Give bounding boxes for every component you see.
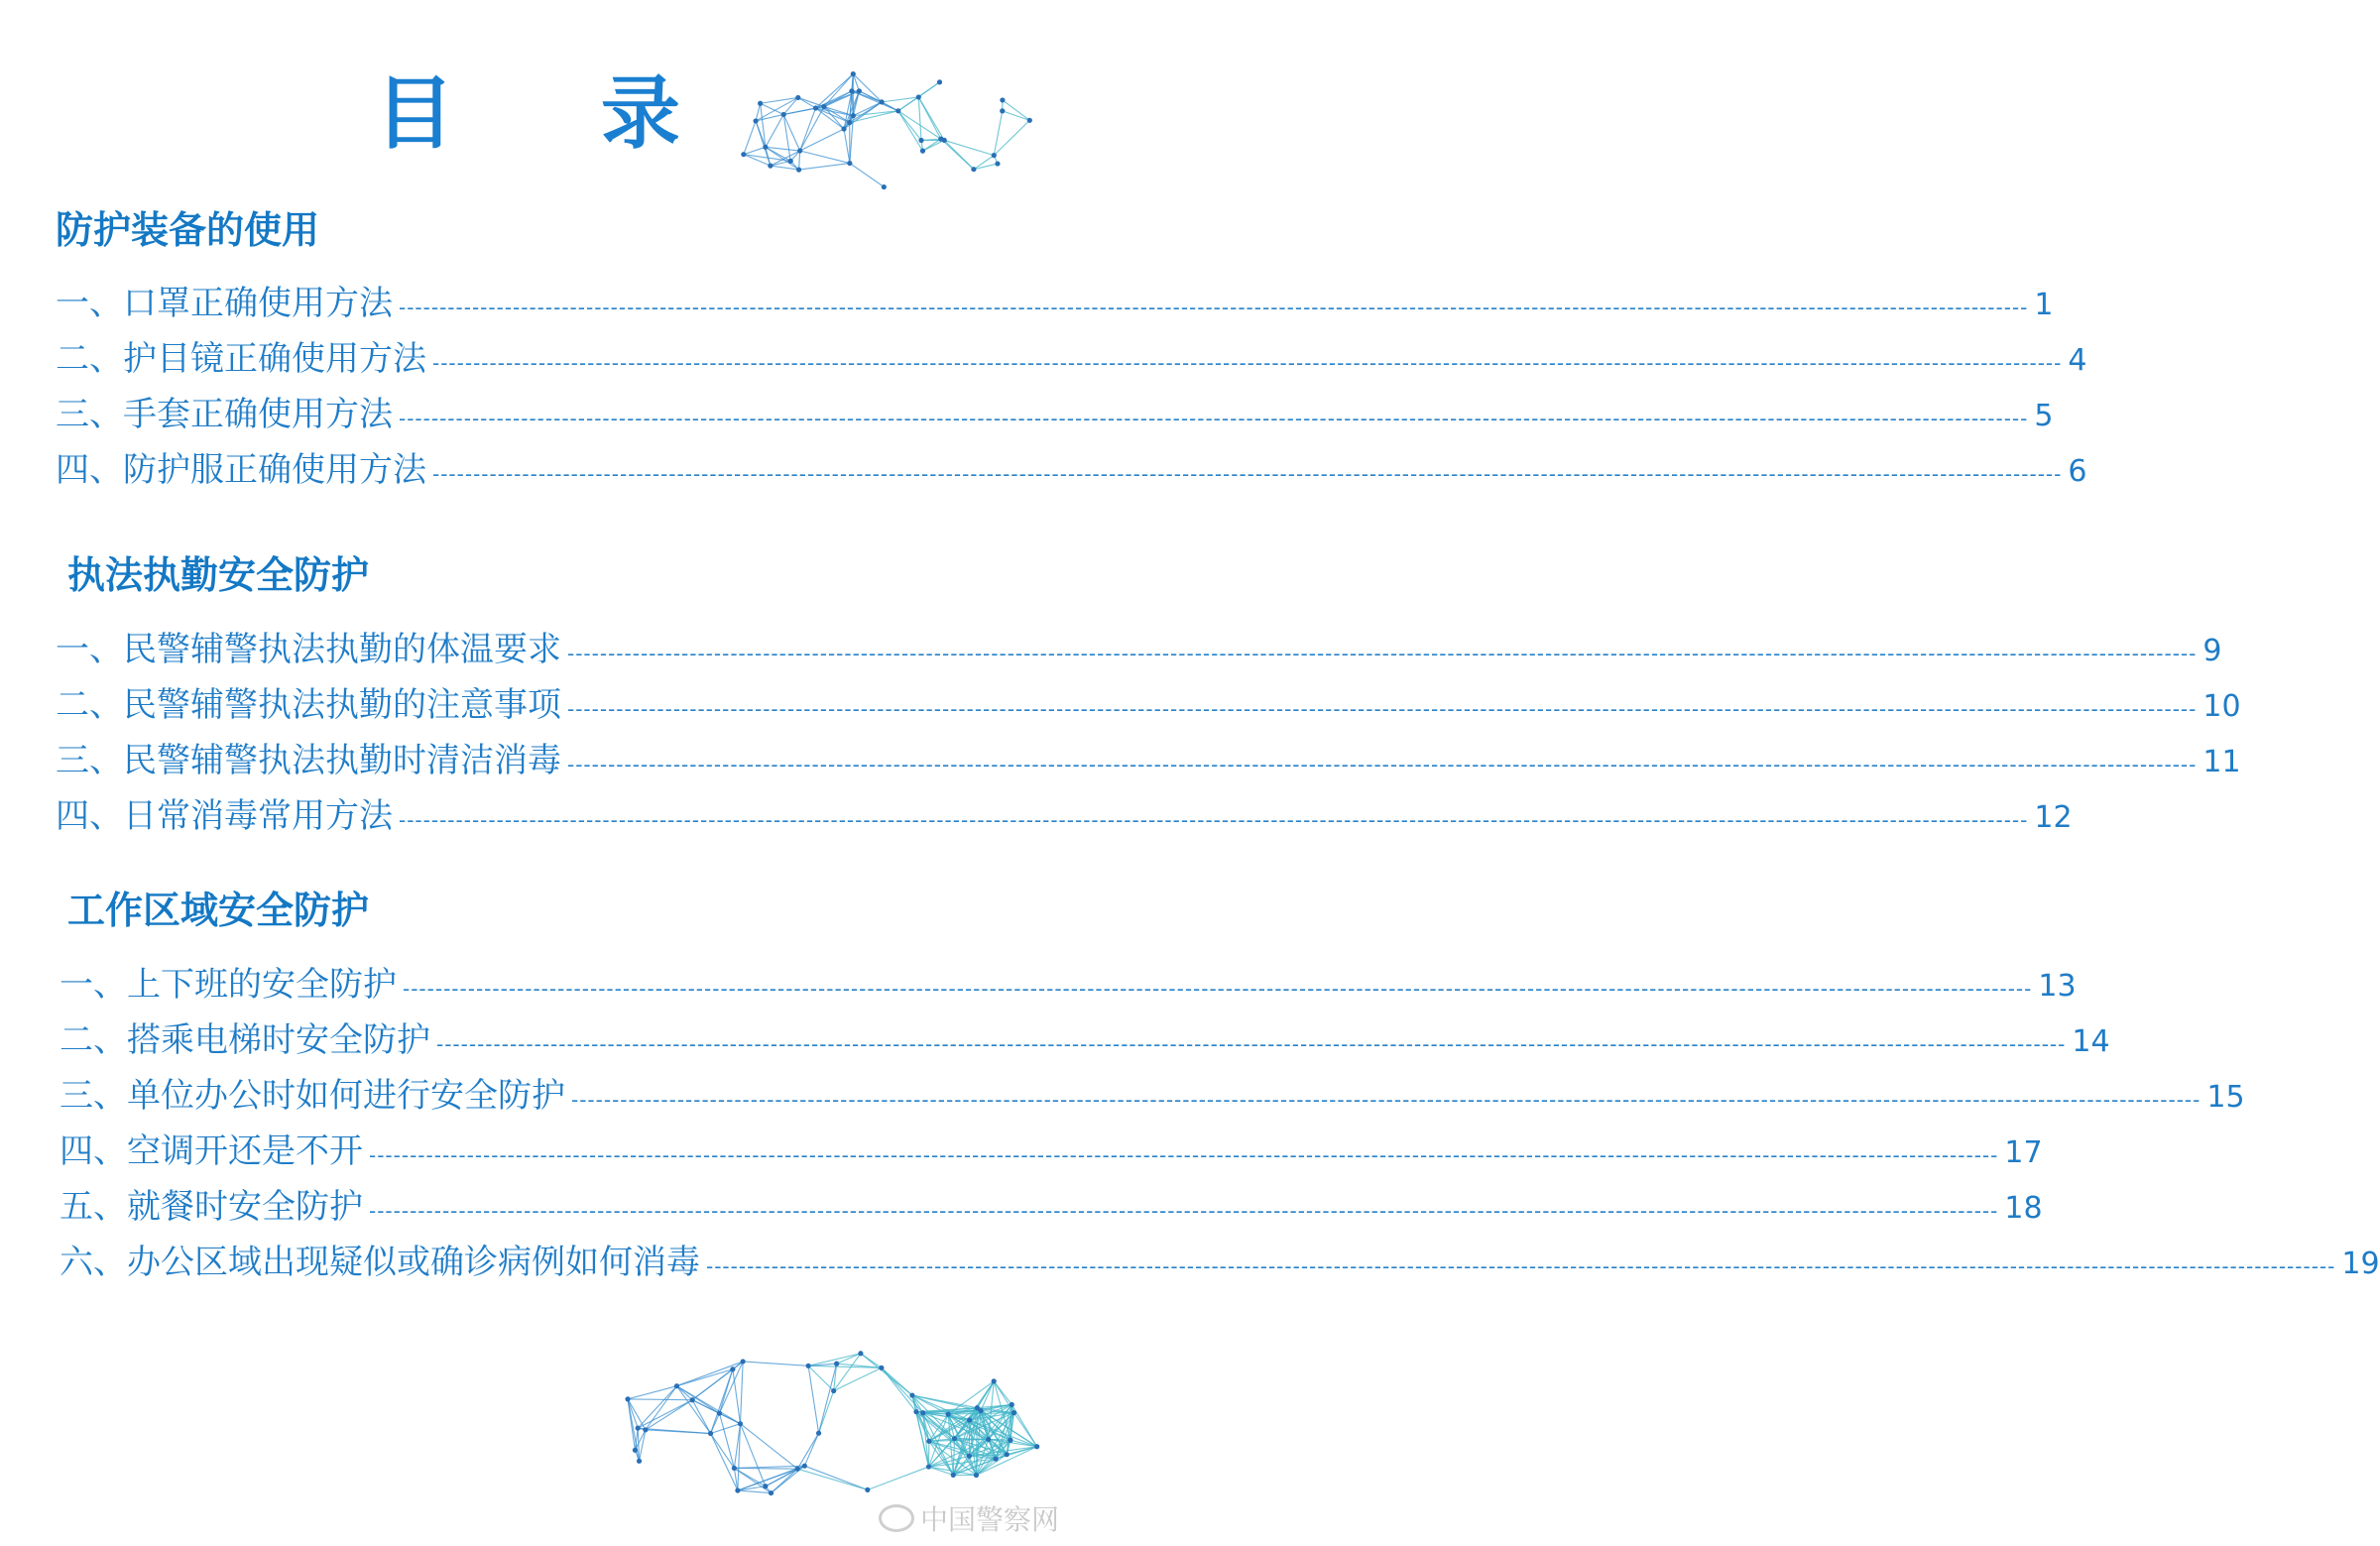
toc-leader-dots: --------------------------------------------------------------------------------------------------------------------------------------------------------------------------------------------------------: [436, 1032, 2067, 1056]
toc-entry[interactable]: [56, 685, 2241, 725]
mesh-node: [643, 1427, 648, 1432]
toc-entry-page: 9: [2202, 634, 2222, 668]
toc-leader-dots: --------------------------------------------------------------------------------------------------------------------------------------------------------------------------------------------------------: [369, 1199, 1999, 1223]
mesh-node: [1010, 1402, 1014, 1407]
toc-entry-page: 4: [2068, 343, 2087, 378]
mesh-line: [676, 1369, 732, 1386]
mesh-line: [628, 1399, 635, 1450]
mesh-line: [719, 1413, 734, 1468]
mesh-node: [952, 1436, 957, 1441]
mesh-node: [769, 1490, 774, 1495]
toc-entry[interactable]: [60, 1131, 2043, 1171]
mesh-line: [953, 1439, 954, 1476]
mesh-node: [763, 145, 768, 150]
toc-entry-label: 一、上下班的安全防护: [60, 965, 397, 1005]
toc-leader-dots: --------------------------------------------------------------------------------------------------------------------------------------------------------------------------------------------------------: [399, 296, 2029, 319]
mesh-line: [676, 1386, 710, 1434]
mesh-node: [851, 71, 856, 76]
network-decoration-bottom: [607, 1339, 1043, 1507]
mesh-line: [912, 1395, 929, 1467]
mesh-node: [633, 1448, 638, 1453]
mesh-line: [733, 1369, 741, 1424]
toc-entry[interactable]: [60, 965, 2077, 1005]
mesh-node: [781, 112, 786, 117]
mesh-line: [719, 1369, 732, 1413]
mesh-node: [938, 137, 943, 142]
toc-entry[interactable]: [60, 1187, 2043, 1227]
mesh-line: [646, 1430, 711, 1434]
mesh-node: [730, 1367, 735, 1371]
mesh-node: [926, 1464, 931, 1469]
toc-entry-label: 四、空调开还是不开: [60, 1131, 363, 1171]
mesh-line: [711, 1424, 741, 1434]
toc-entry[interactable]: [56, 741, 2241, 780]
mesh-node: [735, 1487, 740, 1492]
toc-leader-dots: --------------------------------------------------------------------------------------------------------------------------------------------------------------------------------------------------------: [571, 1088, 2202, 1112]
mesh-node: [821, 104, 826, 109]
toc-leader-dots: --------------------------------------------------------------------------------------------------------------------------------------------------------------------------------------------------------: [567, 642, 2198, 665]
toc-entry-page: 6: [2068, 454, 2087, 489]
mesh-line: [692, 1369, 733, 1400]
toc-entry-label: 六、办公区域出现疑似或确诊病例如何消毒: [60, 1243, 700, 1282]
mesh-node: [834, 1362, 839, 1367]
mesh-line: [819, 1364, 837, 1433]
mesh-node: [1027, 118, 1032, 123]
mesh-node: [974, 1473, 979, 1478]
toc-entry-label: 二、民警辅警执法执勤的注意事项: [56, 685, 561, 725]
toc-entry-label: 二、护目镜正确使用方法: [56, 339, 426, 379]
mesh-node: [813, 105, 818, 110]
mesh-node: [806, 1364, 811, 1368]
mesh-line: [853, 111, 897, 116]
mesh-line: [929, 1414, 948, 1441]
mesh-line: [808, 1366, 818, 1433]
mesh-node: [625, 1396, 630, 1401]
mesh-line: [844, 129, 850, 164]
mesh-node: [916, 94, 921, 99]
toc-entry[interactable]: [56, 395, 2054, 434]
toc-entry[interactable]: [60, 1020, 2110, 1060]
mesh-node: [1012, 1410, 1016, 1415]
toc-entry[interactable]: [56, 450, 2087, 490]
mesh-node: [847, 120, 852, 125]
mesh-node: [951, 1473, 956, 1478]
mesh-node: [717, 1411, 722, 1416]
mesh-line: [898, 111, 921, 141]
page-title: 目 录: [375, 67, 740, 160]
mesh-node: [913, 1409, 918, 1414]
mesh-node: [841, 126, 846, 131]
mesh-line: [941, 139, 974, 170]
mesh-line: [799, 151, 800, 170]
watermark-text: 中国警察网: [919, 1503, 1059, 1536]
toc-entry[interactable]: [56, 284, 2054, 323]
mesh-line: [882, 1368, 912, 1395]
mesh-line: [1003, 111, 1030, 120]
mesh-node: [674, 1383, 679, 1388]
mesh-line: [834, 1368, 882, 1390]
mesh-line: [797, 1469, 868, 1489]
toc-entry-label: 一、民警辅警执法执勤的体温要求: [56, 630, 561, 669]
toc-leader-dots: --------------------------------------------------------------------------------------------------------------------------------------------------------------------------------------------------------: [369, 1143, 1999, 1167]
mesh-line: [800, 107, 824, 151]
mesh-node: [795, 1467, 800, 1472]
toc-entry-label: 一、口罩正确使用方法: [56, 284, 393, 323]
mesh-line: [646, 1400, 692, 1430]
mesh-node: [978, 1408, 983, 1413]
mesh-line: [918, 97, 921, 141]
mesh-node: [795, 95, 800, 100]
mesh-line: [743, 1362, 808, 1366]
toc-entry-label: 二、搭乘电梯时安全防护: [60, 1020, 430, 1060]
mesh-node: [992, 1378, 997, 1383]
network-decoration-top: [729, 64, 1036, 193]
mesh-line: [766, 114, 783, 147]
toc-leader-dots: --------------------------------------------------------------------------------------------------------------------------------------------------------------------------------------------------------: [399, 808, 2029, 832]
mesh-node: [909, 1392, 914, 1397]
toc-leader-dots: --------------------------------------------------------------------------------------------------------------------------------------------------------------------------------------------------------: [706, 1254, 2336, 1278]
toc-entry-page: 11: [2202, 745, 2241, 779]
toc-entry-page: 5: [2034, 399, 2054, 433]
mesh-line: [912, 1395, 970, 1420]
toc-entry-page: 15: [2206, 1080, 2245, 1115]
toc-entry[interactable]: [56, 630, 2222, 669]
mesh-line: [761, 103, 784, 114]
mesh-line: [804, 1433, 818, 1466]
mesh-node: [858, 1351, 863, 1356]
mesh-line: [744, 121, 756, 155]
mesh-line: [734, 1468, 797, 1469]
mesh-node: [708, 1431, 713, 1436]
toc-entry-label: 四、日常消毒常用方法: [56, 796, 393, 836]
mesh-node: [1008, 1438, 1012, 1443]
toc-entry-label: 三、手套正确使用方法: [56, 395, 393, 434]
mesh-node: [849, 88, 854, 93]
mesh-line: [912, 1395, 929, 1441]
toc-entry-page: 17: [2004, 1135, 2043, 1170]
section-heading-work-area: 工作区域安全防护: [67, 889, 370, 932]
toc-leader-dots: --------------------------------------------------------------------------------------------------------------------------------------------------------------------------------------------------------: [399, 407, 2029, 430]
section-heading-law-enforcement: 执法执勤安全防护: [67, 553, 370, 597]
mesh-node: [1000, 97, 1005, 102]
mesh-node: [967, 1417, 972, 1422]
mesh-node: [1005, 1452, 1010, 1457]
mesh-node: [967, 1454, 972, 1459]
watermark: [879, 1498, 1059, 1538]
toc-entry-page: 13: [2038, 969, 2077, 1004]
mesh-node: [690, 1397, 695, 1402]
mesh-line: [799, 164, 850, 171]
mesh-node: [1034, 1444, 1039, 1449]
mesh-node: [895, 108, 900, 113]
mesh-line: [898, 111, 923, 151]
mesh-node: [753, 118, 758, 123]
mesh-node: [992, 153, 997, 158]
mesh-node: [857, 88, 862, 93]
toc-leader-dots: --------------------------------------------------------------------------------------------------------------------------------------------------------------------------------------------------------: [567, 697, 2198, 721]
mesh-node: [768, 164, 773, 169]
mesh-line: [824, 74, 853, 107]
mesh-line: [711, 1434, 738, 1491]
mesh-node: [788, 159, 793, 164]
toc-entry-label: 四、防护服正确使用方法: [56, 450, 426, 490]
mesh-line: [816, 74, 854, 108]
section-heading-protective-equipment: 防护装备的使用: [56, 208, 320, 252]
mesh-node: [741, 1359, 746, 1364]
toc-entry-label: 三、民警辅警执法执勤时清洁消毒: [56, 741, 561, 780]
toc-entry-label: 五、就餐时安全防护: [60, 1187, 363, 1227]
mesh-line: [797, 1433, 818, 1469]
mesh-line: [738, 1490, 772, 1493]
mesh-node: [926, 1439, 931, 1444]
mesh-line: [868, 1467, 929, 1489]
mesh-line: [850, 111, 898, 123]
mesh-line: [719, 1413, 740, 1424]
toc-leader-dots: --------------------------------------------------------------------------------------------------------------------------------------------------------------------------------------------------------: [432, 351, 2063, 375]
toc-entry[interactable]: [60, 1243, 2380, 1282]
mesh-node: [920, 149, 925, 154]
mesh-node: [946, 1412, 951, 1417]
mesh-node: [847, 161, 852, 166]
mesh-node: [637, 1459, 642, 1464]
mesh-node: [802, 1464, 807, 1469]
mesh-node: [1000, 108, 1005, 113]
toc-entry-page: 19: [2341, 1247, 2380, 1281]
mesh-line: [1003, 100, 1029, 120]
mesh-node: [796, 168, 801, 173]
weibo-icon: [879, 1504, 914, 1532]
mesh-node: [865, 1487, 870, 1492]
toc-leader-dots: --------------------------------------------------------------------------------------------------------------------------------------------------------------------------------------------------------: [432, 462, 2063, 486]
mesh-line: [850, 164, 884, 187]
mesh-node: [741, 152, 746, 157]
mesh-line: [711, 1434, 735, 1469]
mesh-node: [880, 99, 885, 104]
toc-entry[interactable]: [56, 339, 2087, 379]
mesh-node: [879, 1366, 884, 1370]
mesh-line: [744, 147, 766, 154]
toc-entry-page: 1: [2034, 288, 2054, 322]
toc-leader-dots: --------------------------------------------------------------------------------------------------------------------------------------------------------------------------------------------------------: [567, 753, 2198, 776]
mesh-node: [758, 101, 763, 106]
toc-entry-page: 12: [2034, 800, 2073, 835]
mesh-line: [638, 1400, 692, 1428]
mesh-node: [763, 1484, 768, 1488]
mesh-node: [971, 167, 976, 172]
mesh-node: [920, 1410, 925, 1415]
mesh-node: [816, 1431, 821, 1436]
mesh-line: [740, 1362, 743, 1424]
mesh-node: [851, 113, 856, 118]
mesh-node: [994, 1457, 999, 1462]
mesh-node: [918, 138, 923, 143]
toc-entry-label: 三、单位办公时如何进行安全防护: [60, 1076, 565, 1116]
toc-entry-page: 18: [2004, 1191, 2043, 1226]
toc-leader-dots: --------------------------------------------------------------------------------------------------------------------------------------------------------------------------------------------------------: [403, 977, 2033, 1001]
mesh-line: [800, 151, 850, 164]
mesh-node: [882, 184, 887, 189]
toc-entry[interactable]: [60, 1076, 2245, 1116]
mesh-node: [636, 1426, 641, 1431]
toc-entry[interactable]: [56, 796, 2073, 836]
mesh-node: [986, 1437, 991, 1442]
mesh-node: [732, 1466, 737, 1471]
mesh-line: [756, 114, 783, 120]
mesh-node: [995, 161, 1000, 166]
mesh-line: [628, 1399, 692, 1400]
mesh-line: [819, 1391, 834, 1434]
mesh-line: [804, 1466, 868, 1489]
toc-entry-page: 14: [2072, 1024, 2110, 1059]
mesh-line: [918, 97, 941, 139]
mesh-node: [797, 148, 802, 153]
mesh-node: [937, 79, 942, 84]
mesh-line: [640, 1430, 646, 1461]
mesh-line: [738, 1487, 766, 1490]
mesh-node: [738, 1421, 743, 1426]
toc-entry-page: 10: [2202, 689, 2241, 724]
mesh-node: [831, 1388, 836, 1393]
